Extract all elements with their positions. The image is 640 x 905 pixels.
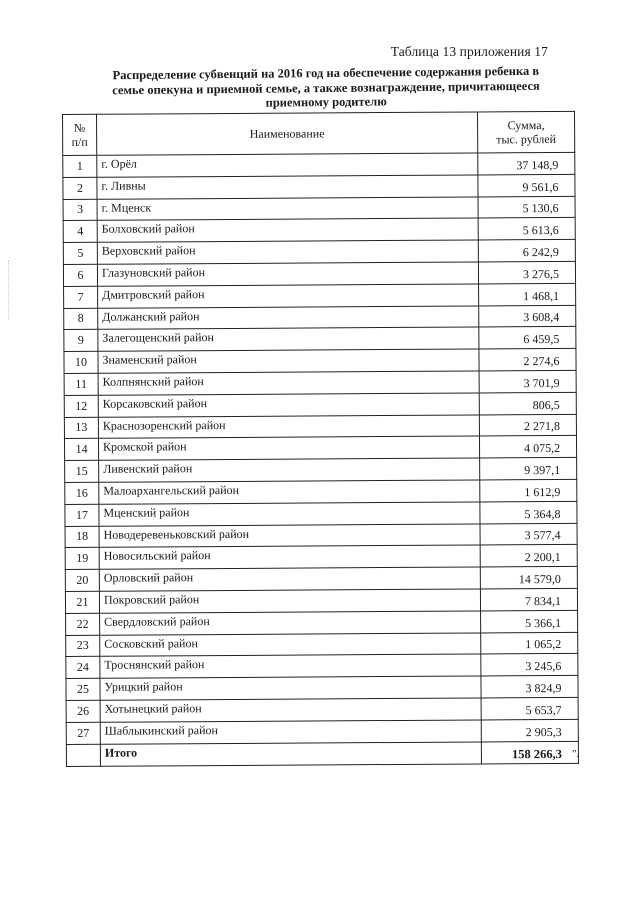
- row-sum: 5 364,8: [480, 501, 577, 523]
- row-number: 27: [66, 722, 100, 744]
- row-name: Свердловский район: [100, 611, 481, 635]
- row-sum: 2 271,8: [479, 414, 576, 436]
- row-number: 5: [63, 242, 97, 264]
- row-sum: 1 065,2: [481, 632, 578, 654]
- row-number: 25: [66, 678, 100, 700]
- row-number: 15: [65, 460, 99, 482]
- table-row: [64, 370, 576, 395]
- table-row: [63, 174, 575, 199]
- row-sum: 2 905,3: [481, 719, 578, 741]
- row-sum: 3 824,9: [481, 675, 578, 697]
- row-name: Глазуновский район: [97, 262, 478, 286]
- row-name: Мценский район: [99, 502, 480, 526]
- row-number: 7: [64, 286, 98, 308]
- table-row: [64, 414, 576, 439]
- row-number: 26: [66, 700, 100, 722]
- row-number: 12: [64, 395, 98, 417]
- header-name: Наименование: [97, 112, 478, 155]
- row-number: 17: [65, 504, 99, 526]
- table-row: [64, 349, 576, 374]
- table-row: [63, 196, 575, 221]
- header-number-line: п/п: [71, 134, 88, 149]
- table-row: [64, 305, 576, 330]
- row-sum: 1 612,9: [480, 479, 577, 501]
- row-sum: 1 468,1: [479, 283, 576, 305]
- row-number: 20: [65, 569, 99, 591]
- row-name: Новодеревеньковский район: [99, 524, 480, 548]
- title-line: приемному родителю: [265, 94, 387, 110]
- row-name: Дмитровский район: [98, 284, 479, 308]
- table-row: [64, 327, 576, 352]
- row-sum: 3 577,4: [480, 523, 577, 545]
- row-name: Должанский район: [98, 306, 479, 330]
- row-name: Покровский район: [99, 589, 480, 613]
- row-sum: 9 561,6: [478, 174, 575, 196]
- scan-margin-mark: [8, 260, 10, 320]
- row-sum: 2 200,1: [480, 545, 577, 567]
- row-number: 2: [63, 177, 97, 199]
- table-row: [66, 654, 578, 679]
- row-name: г. Мценск: [97, 197, 478, 221]
- row-name: Новосильский район: [99, 545, 480, 569]
- row-name: Малоархангельский район: [99, 480, 480, 504]
- row-sum: 5 130,6: [478, 196, 575, 218]
- table-row: [65, 545, 577, 570]
- header-number-line: №: [73, 120, 86, 135]
- row-sum: 7 834,1: [480, 588, 577, 610]
- row-name: Ливенский район: [99, 458, 480, 482]
- row-number: 6: [63, 264, 97, 286]
- table-row: [63, 218, 575, 243]
- row-name: Троснянский район: [100, 654, 481, 678]
- row-name: Колпнянский район: [98, 371, 479, 395]
- total-number-cell: [66, 744, 100, 766]
- row-number: 18: [65, 526, 99, 548]
- closing-quote-mark: ".: [572, 748, 580, 760]
- row-name: Урицкий район: [100, 676, 481, 700]
- row-name: г. Ливны: [97, 175, 478, 199]
- table-row: [65, 588, 577, 613]
- row-name: Корсаковский район: [98, 393, 479, 417]
- table-row: [63, 240, 575, 265]
- total-sum: 158 266,3: [481, 741, 578, 764]
- table-row: [66, 632, 578, 657]
- table-body: [63, 152, 579, 744]
- header-sum-line: тыс. рублей: [496, 131, 557, 147]
- table-row: [65, 501, 577, 526]
- table-row: [64, 392, 576, 417]
- row-name: Болховский район: [97, 218, 478, 242]
- table-row: [65, 567, 577, 592]
- row-sum: 806,5: [479, 392, 576, 414]
- row-number: 11: [64, 373, 98, 395]
- title-line: семье опекуна и приемной семье, а также вознаграждение, причитающееся: [112, 78, 540, 97]
- table-row: [63, 261, 575, 286]
- row-name: Краснозоренский район: [98, 415, 479, 439]
- table-row: [64, 436, 576, 461]
- total-row: [66, 741, 578, 766]
- row-name: Залегощенский район: [98, 327, 479, 351]
- table-row: [64, 283, 576, 308]
- row-number: 23: [66, 635, 100, 657]
- row-sum: 4 075,2: [479, 436, 576, 458]
- row-sum: 3 245,6: [481, 654, 578, 676]
- row-number: 21: [65, 591, 99, 613]
- row-name: Знаменский район: [98, 349, 479, 373]
- row-sum: 5 366,1: [481, 610, 578, 632]
- row-name: Кромской район: [98, 436, 479, 460]
- table-row: [66, 719, 578, 744]
- row-number: 24: [66, 657, 100, 679]
- total-label: Итого: [100, 741, 481, 765]
- table-number: Таблица 13 приложения 17: [390, 44, 548, 59]
- header-sum: [477, 111, 574, 153]
- row-sum: 14 579,0: [480, 567, 577, 589]
- header-number: [63, 114, 97, 155]
- row-name: Сосковский район: [100, 632, 481, 656]
- table-row: [66, 675, 578, 700]
- row-name: Орловский район: [99, 567, 480, 591]
- row-sum: 6 242,9: [478, 240, 575, 262]
- row-number: 14: [64, 439, 98, 461]
- header-sum-line: Сумма,: [507, 118, 545, 133]
- row-number: 8: [64, 308, 98, 330]
- row-number: 10: [64, 351, 98, 373]
- row-sum: 9 397,1: [480, 458, 577, 480]
- row-name: Хотынецкий район: [100, 698, 481, 722]
- table-row: [66, 697, 578, 722]
- row-name: Верховский район: [97, 240, 478, 264]
- row-number: 22: [66, 613, 100, 635]
- row-sum: 6 459,5: [479, 327, 576, 349]
- row-sum: 37 148,9: [478, 152, 575, 174]
- row-number: 3: [63, 199, 97, 221]
- row-number: 4: [63, 221, 97, 243]
- table-row: [66, 610, 578, 635]
- row-number: 19: [65, 548, 99, 570]
- row-sum: 3 701,9: [479, 370, 576, 392]
- title-line: Распределение субвенций на 2016 год на обеспечение содержания ребенка в: [112, 63, 540, 83]
- table-header-row: [63, 111, 575, 155]
- row-number: 9: [64, 330, 98, 352]
- row-name: г. Орёл: [97, 153, 478, 177]
- row-sum: 5 653,7: [481, 697, 578, 719]
- subsidy-table: [62, 111, 579, 767]
- row-number: 1: [63, 155, 97, 177]
- table-row: [65, 458, 577, 483]
- row-number: 16: [65, 482, 99, 504]
- table-row: [63, 152, 575, 177]
- table-row: [65, 479, 577, 504]
- row-sum: 5 613,6: [478, 218, 575, 240]
- row-number: 13: [64, 417, 98, 439]
- row-name: Шаблыкинский район: [100, 720, 481, 744]
- row-sum: 3 276,5: [478, 261, 575, 283]
- document-title: [86, 63, 566, 112]
- row-sum: 3 608,4: [479, 305, 576, 327]
- row-sum: 2 274,6: [479, 349, 576, 371]
- table-row: [65, 523, 577, 548]
